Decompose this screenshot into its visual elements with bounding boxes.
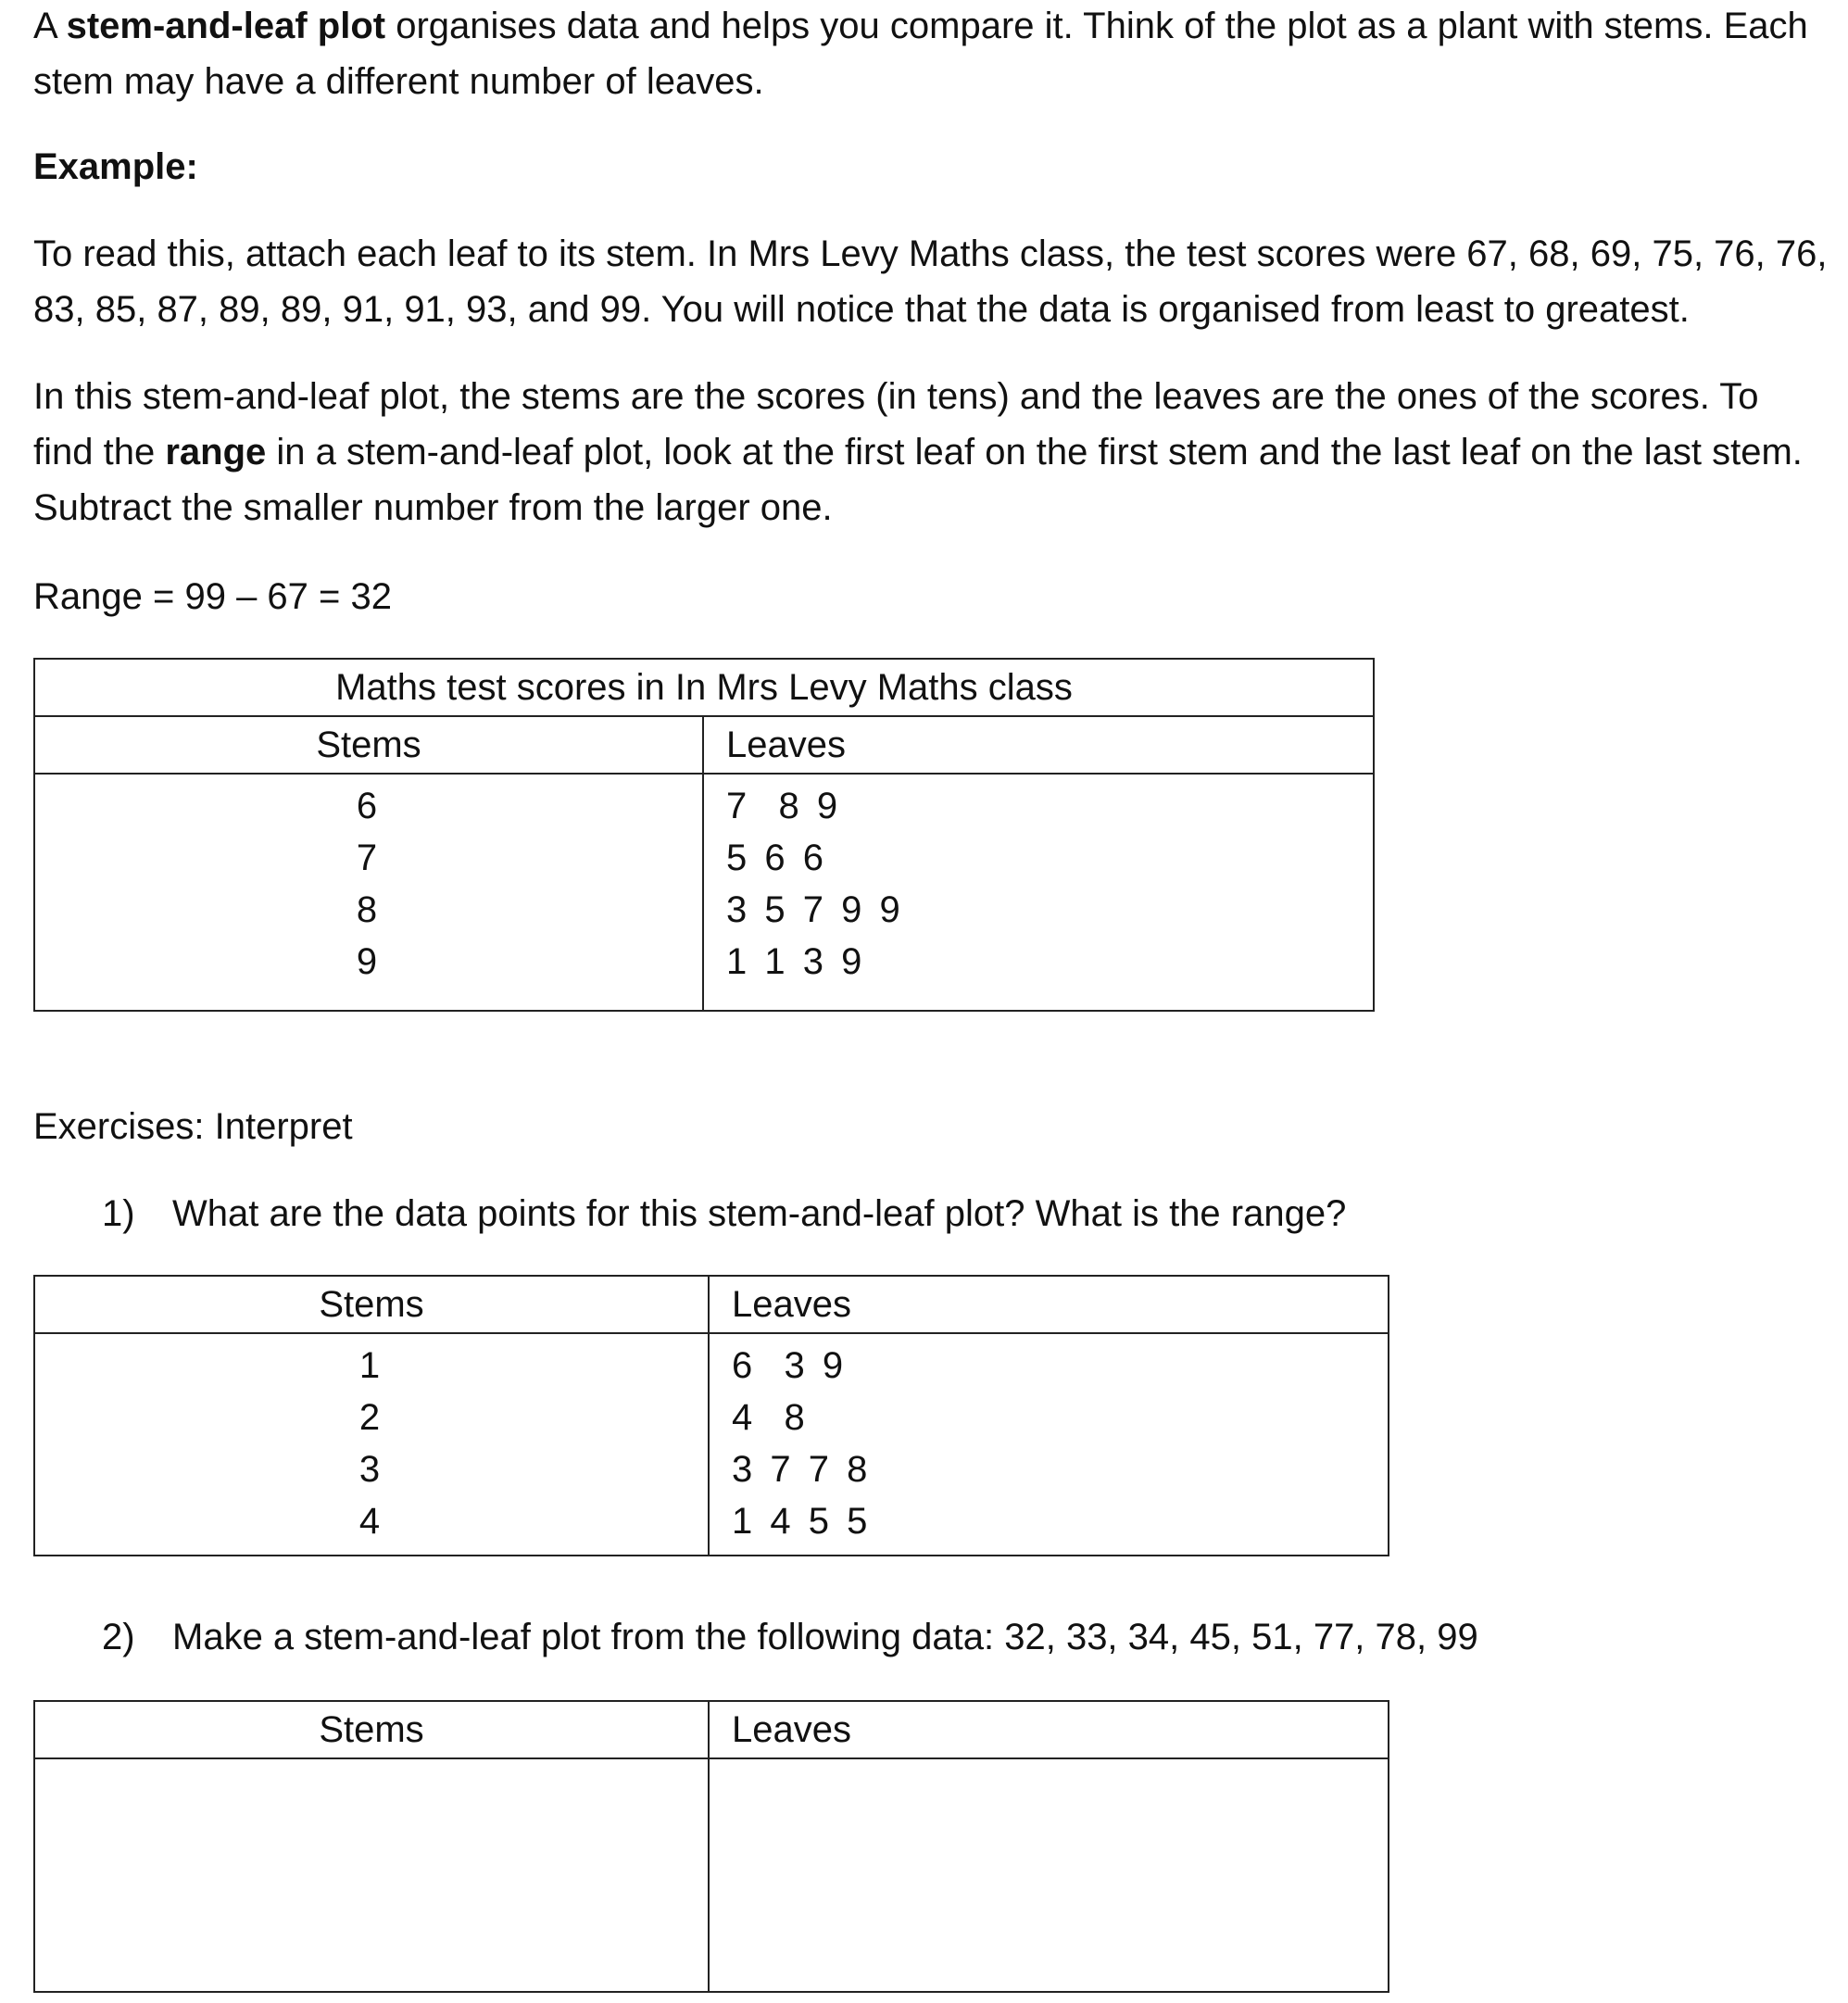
question-2-number: 2): [102, 1617, 135, 1657]
stems-column: [34, 1333, 709, 1556]
range-explanation-part-b: in a stem-and-leaf plot, look at the first leaf on the first stem and the last leaf on the last stem. Subtract the smaller number from the larger one.: [33, 432, 1803, 528]
leaves-header: Leaves: [703, 716, 1374, 774]
range-calculation: Range = 99 – 67 = 32: [33, 576, 392, 617]
stem-value: 9: [356, 941, 382, 982]
stems-answer-cell[interactable]: [34, 1758, 709, 1992]
stems-header: Stems: [34, 716, 703, 774]
stems-header: Stems: [34, 1276, 709, 1333]
question-1-text: What are the data points for this stem-and-leaf plot? What is the range?: [172, 1193, 1347, 1234]
question-1-number: 1): [102, 1193, 135, 1234]
example-heading: Example:: [33, 146, 198, 187]
stems-header: Stems: [34, 1701, 709, 1758]
term-range: range: [165, 432, 267, 472]
leaf-values: 7 8 9: [726, 786, 842, 826]
range-explanation: [33, 369, 1821, 535]
intro-paragraph: [33, 0, 1821, 109]
exercise-2-stem-leaf-table: [33, 1700, 1389, 1993]
leaf-values: 5 6 6: [726, 838, 827, 878]
stem-value: 7: [356, 838, 382, 878]
leaf-values: 1 4 5 5: [732, 1501, 872, 1542]
leaves-column: [709, 1333, 1389, 1556]
leaf-values: 4 8: [732, 1397, 809, 1438]
leaves-answer-cell[interactable]: [709, 1758, 1389, 1992]
exercises-heading: Exercises: Interpret: [33, 1106, 353, 1147]
question-2: [102, 1609, 1478, 1665]
leaf-values: 1 1 3 9: [726, 941, 866, 982]
question-2-text: Make a stem-and-leaf plot from the following data: 32, 33, 34, 45, 51, 77, 78, 99: [172, 1617, 1478, 1657]
intro-prefix: A: [33, 6, 67, 46]
leaves-header: Leaves: [709, 1701, 1389, 1758]
stem-value: 8: [356, 889, 382, 930]
exercise-1-stem-leaf-table: [33, 1275, 1389, 1556]
stem-value: 2: [358, 1397, 384, 1438]
example-table-caption: Maths test scores in In Mrs Levy Maths class: [34, 659, 1374, 716]
stem-value: 3: [358, 1449, 384, 1490]
leaves-header: Leaves: [709, 1276, 1389, 1333]
stem-value: 4: [358, 1501, 384, 1542]
leaf-values: 6 3 9: [732, 1345, 848, 1386]
intro-rest: organises data and helps you compare it. Think of the plot as a plant with stems. Each stem may have a different number of leaves.: [33, 6, 1808, 102]
leaf-values: 3 7 7 8: [732, 1449, 872, 1490]
example-description: To read this, attach each leaf to its stem. In Mrs Levy Maths class, the test scores were 67, 68, 69, 75, 76, 76, 83, 85, 87, 89, 89, 91, 91, 93, and 99. You will notice that the data is organised from least to greatest.: [33, 233, 1828, 330]
stem-value: 6: [356, 786, 382, 826]
stems-column: [34, 774, 703, 1011]
leaf-values: 3 5 7 9 9: [726, 889, 904, 930]
range-explanation-part-a: In this stem-and-leaf plot, the stems are the scores (in tens) and the leaves are the ones of the scores. To find the: [33, 376, 1759, 472]
stem-value: 1: [358, 1345, 384, 1386]
term-stem-and-leaf-plot: stem-and-leaf plot: [66, 6, 386, 46]
question-1: [102, 1186, 1346, 1241]
leaves-column: [703, 774, 1374, 1011]
example-stem-leaf-table: [33, 658, 1375, 1012]
